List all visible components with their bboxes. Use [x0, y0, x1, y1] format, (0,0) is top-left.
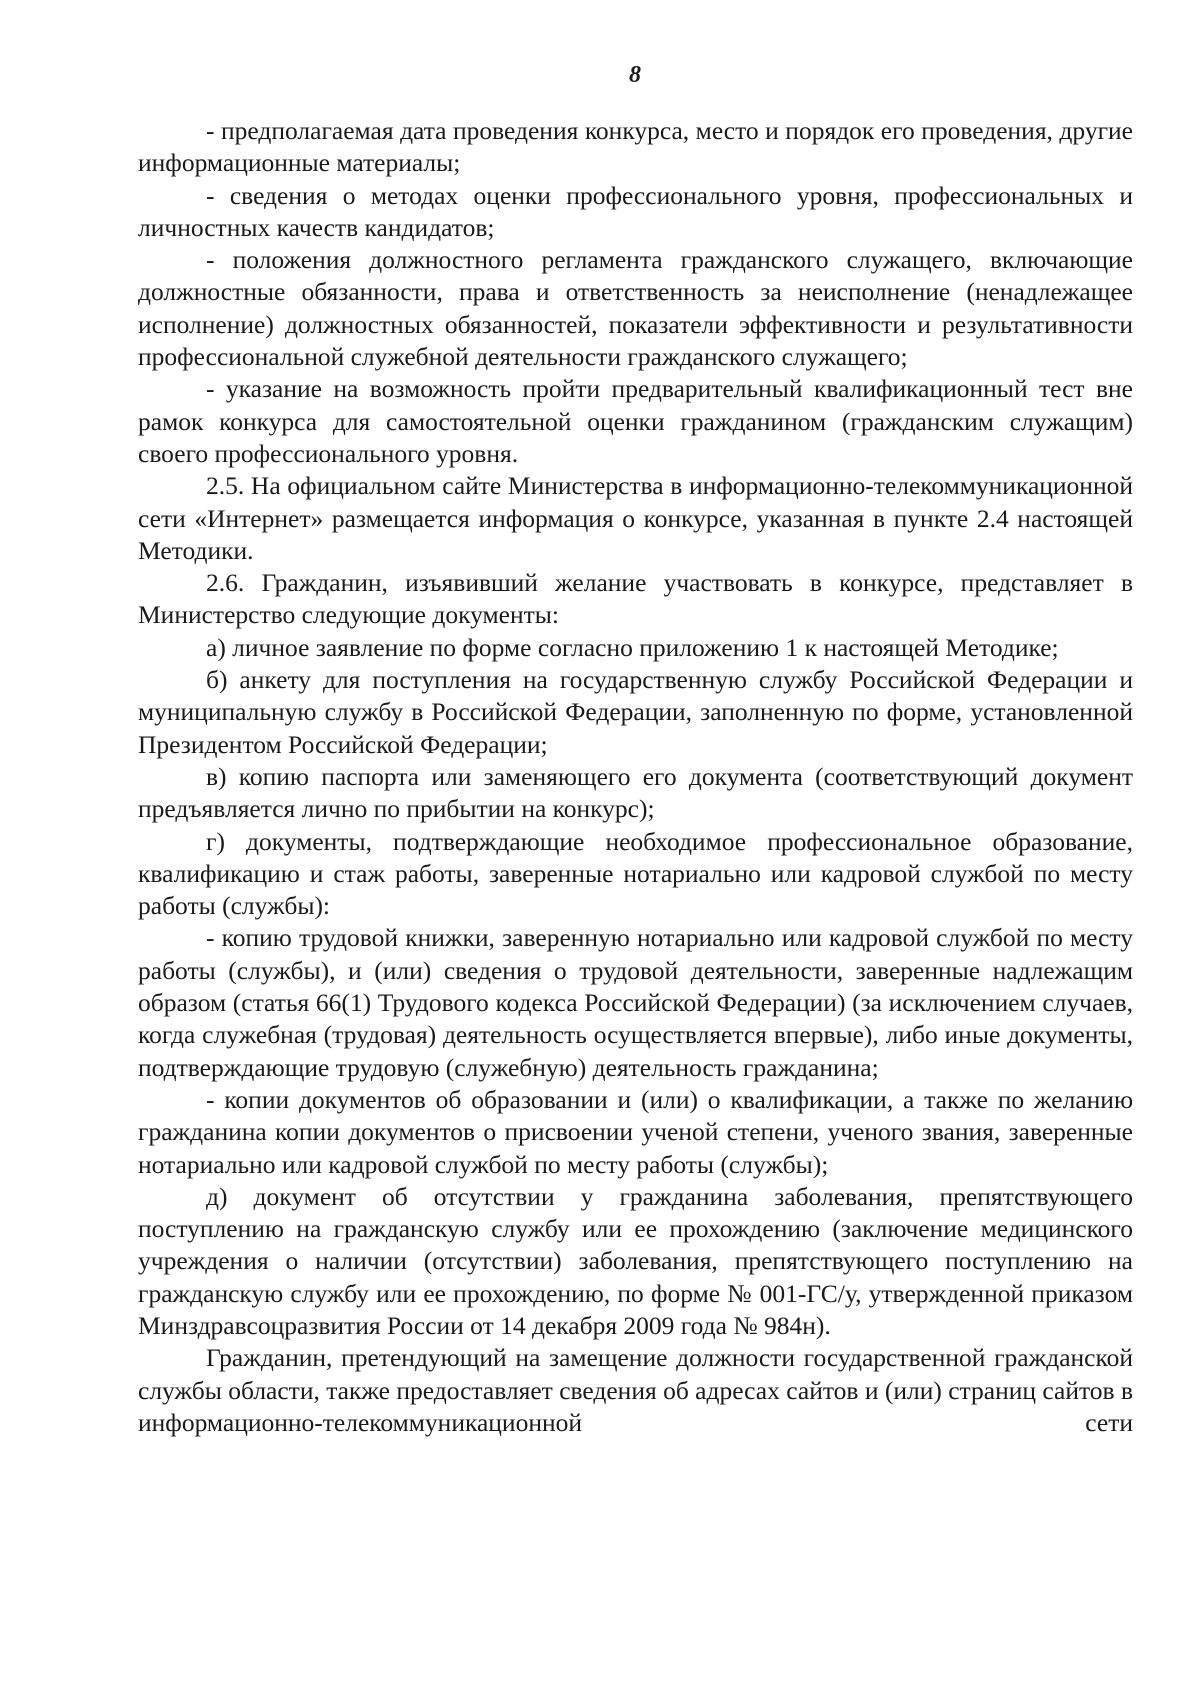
paragraph-item-g: г) документы, подтверждающие необходимое профессиональное образование, квалификацию и стаж работы, заверенные нотариально или кадровой службой по месту работы (службы): [138, 826, 1133, 921]
paragraph-item-a: а) личное заявление по форме согласно приложению 1 к настоящей Методике; [206, 632, 1059, 662]
paragraph-item-b: б) анкету для поступления на государственную службу Российской Федерации и муниципальную службу в Российской Федерации, заполненную по форме, установленной Президентом Российской Федерации; [138, 665, 1133, 759]
paragraph-assessment-methods: - сведения о методах оценки профессионального уровня, профессиональных и личностных качеств кандидатов; [138, 180, 1133, 242]
paragraph-announcement-date: - предполагаемая дата проведения конкурса, место и порядок его проведения, другие информационные материалы; [138, 116, 1133, 178]
document-body [138, 115, 1133, 1439]
paragraph-job-regulations: - положения должностного регламента гражданского служащего, включающие должностные обязанности, права и ответственность за неисполнение (ненадлежащее исполнение) должностных обязанностей, показатели эффективности и результативности профессиональной служебной деятельности гражданского служащего; [138, 245, 1133, 372]
page-number: 8 [629, 62, 641, 88]
paragraph-item-d: д) документ об отсутствии у гражданина заболевания, препятствующего поступлению на гражданскую службу или ее прохождению (заключение медицинского учреждения о наличии (отсутствии) заболевания, препятствующего поступлению на гражданскую службу или ее прохождению, по форме № 001-ГС/у, утвержденной приказом Минздравсоцразвития России от 14 декабря 2009 года № 984н). [138, 1181, 1133, 1340]
paragraph-qualification-test: - указание на возможность пройти предварительный квалификационный тест вне рамок конкурса для самостоятельной оценки гражданином (гражданским служащим) своего профессионального уровня. [138, 374, 1133, 468]
paragraph-2-6: 2.6. Гражданин, изъявивший желание участвовать в конкурсе, представляет в Министерство следующие документы: [138, 568, 1133, 630]
paragraph-item-v: в) копию паспорта или заменяющего его документа (соответствующий документ предъявляется лично по прибытии на конкурс); [138, 761, 1133, 824]
paragraph-2-5: 2.5. На официальном сайте Министерства в информационно-телекоммуникационной сети «Интернет» размещается информация о конкурсе, указанная в пункте 2.4 настоящей Методики. [138, 471, 1133, 565]
paragraph-website-info: Гражданин, претендующий на замещение должности государственной гражданской службы области, также предоставляет сведения об адресах сайтов и (или) страниц сайтов в информационно-телекоммуникационной сети [138, 1343, 1133, 1437]
paragraph-education-docs: - копии документов об образовании и (или) о квалификации, а также по желанию гражданина копии документов о присвоении ученой степени, ученого звания, заверенные нотариально или кадровой службой по месту работы (службы); [138, 1084, 1133, 1179]
paragraph-work-book: - копию трудовой книжки, заверенную нотариально или кадровой службой по месту работы (службы), и (или) сведения о трудовой деятельности, заверенные надлежащим образом (статья 66(1) Трудового кодекса Российской Федерации) (за исключением случаев, когда служебная (трудовая) деятельность осуществляется впервые), либо иные документы, подтверждающие трудовую (служебную) деятельность гражданина; [138, 923, 1133, 1082]
